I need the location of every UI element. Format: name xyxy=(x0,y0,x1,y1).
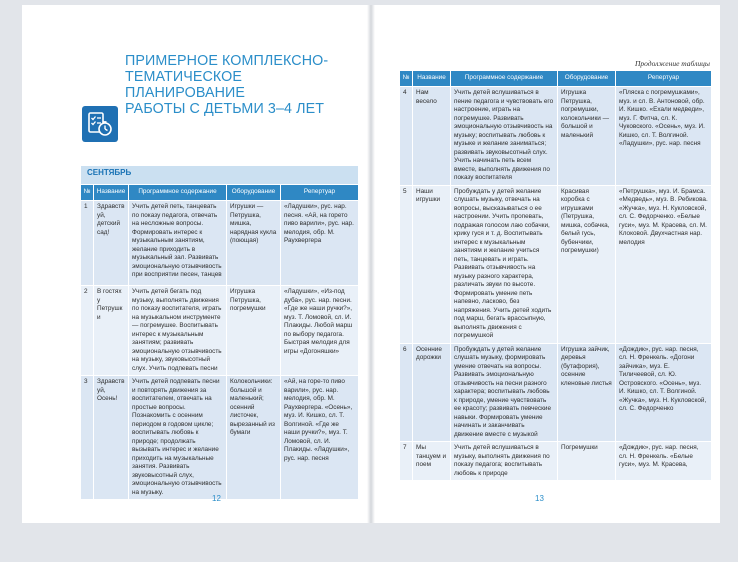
row-name: Здравствуй, детский сад! xyxy=(94,201,129,286)
header-num: № xyxy=(81,185,94,201)
header-num: № xyxy=(400,71,413,87)
page-number: 13 xyxy=(535,494,544,503)
row-name: Наши игрушки xyxy=(413,185,451,343)
header-repertoire: Репертуар xyxy=(616,71,712,87)
row-content: Учить детей петь, танцевать по показу педагога, отвечать на несложные вопросы. Формировать интерес к музыкальным занятиям, желание приходить в музыкальный зал. Развивать эмоциональную отзывчивость при восприятии песен, танцев xyxy=(129,201,227,286)
row-name: Здравствуй, Осень! xyxy=(94,376,129,500)
row-num: 1 xyxy=(81,201,94,286)
row-equipment: Колокольчики: большой и маленький; осенний листочек, вырезанный из бумаги xyxy=(227,376,281,500)
table-row xyxy=(81,201,359,286)
title-line-2: ТЕМАТИЧЕСКОЕ ПЛАНИРОВАНИЕ xyxy=(125,69,246,101)
row-repertoire: «Ладушки», рус. нар. песня. «Ай, на горето пиво варили», рус. нар. мелодия, обр. М. Раухвергера xyxy=(281,201,359,286)
row-equipment: Игрушка Петрушка, погремушки, колокольчики — большой и маленький xyxy=(558,87,616,186)
title-line-3: РАБОТЫ С ДЕТЬМИ 3–4 ЛЕТ xyxy=(125,101,325,117)
row-equipment: Красивая коробка с игрушками (Петрушка, мишка, собачка, белый гусь, бубенчики, погремушки) xyxy=(558,185,616,343)
row-name: Мы танцуем и поем xyxy=(413,442,451,481)
table-row xyxy=(400,87,712,186)
row-content: Учить детей вслушиваться в пение педагога и чувствовать его настроение, играть на погремушке. Развивать эмоциональную отзывчивость на музыку; воспитывать любовь к музыке и желание заниматься; развивать звуковысотный слух. Учить начинать петь всем вместе, выполнять движения по показу воспитателя xyxy=(451,87,558,186)
schedule-table-september xyxy=(80,165,359,500)
row-num: 3 xyxy=(81,376,94,500)
right-page xyxy=(375,5,720,523)
table-row xyxy=(400,442,712,481)
schedule-table-continued xyxy=(399,70,712,481)
row-name: В гостях у Петрушки xyxy=(94,286,129,376)
row-repertoire: «Дождик», рус. нар. песня, сл. Н. Френкель. «Догони зайчика», муз. Е. Тиличеевой, сл. Ю. Островского. «Осень», муз. И. Кишко, сл. Т. Волгиной. «Жучка», муз. Н. Кукловской, сл. С. Федорченко xyxy=(616,343,712,442)
row-equipment: Погремушки xyxy=(558,442,616,481)
month-row xyxy=(81,166,359,185)
header-equipment: Оборудование xyxy=(558,71,616,87)
header-name: Название xyxy=(94,185,129,201)
table-row xyxy=(400,185,712,343)
row-repertoire: «Ай, на горе-то пиво варили», рус. нар. мелодия, обр. М. Раухвергера. «Осень», муз. И. Кишко, сл. Т. Волгиной. «Где же наши ручки?», муз. Т. Ломовой, сл. И. Плакиды. «Ладушки», рус. нар. песня xyxy=(281,376,359,500)
row-content: Учить детей подпевать песни и повторять движения за воспитателем, отвечать на простые вопросы. Познакомить с осенним периодом в годовом цикле; воспитывать любовь к природе; продолжать вызывать интерес и желание приходить на музыкальные занятия. Развивать звуковысотный слух, эмоциональную отзывчивость на музыку. xyxy=(129,376,227,500)
left-page xyxy=(22,5,367,523)
table-row xyxy=(81,286,359,376)
row-num: 2 xyxy=(81,286,94,376)
row-equipment: Игрушка зайчик, деревья (бутафория), осенние кленовые листья xyxy=(558,343,616,442)
book-spine xyxy=(367,5,375,523)
row-name: Осенние дорожки xyxy=(413,343,451,442)
row-num: 5 xyxy=(400,185,413,343)
row-content: Пробуждать у детей желание слушать музыку, отвечать на вопросы, высказываться о ее настроении. Учить пропевать, подражая голосом лаю собачки, крику гуся и т. д. Воспитывать интерес к музыкальным занятиям и желание учиться петь, танцевать и играть. Развивать отзывчивость на музыку разного характера, различать звуки по высоте. Формировать умение петь напевно, ласково, без напряжения. Учить детей ходить под марш, бегать врассыпную, выполнять движения с погремушкой xyxy=(451,185,558,343)
table-row xyxy=(81,376,359,500)
table-header-row xyxy=(81,185,359,201)
table-header-row xyxy=(400,71,712,87)
month-label: СЕНТЯБРЬ xyxy=(81,166,359,185)
header-name: Название xyxy=(413,71,451,87)
row-num: 7 xyxy=(400,442,413,481)
row-num: 6 xyxy=(400,343,413,442)
row-content: Учить детей вслушиваться в музыку, выполнять движения по показу педагога; воспитывать любовь к природе xyxy=(451,442,558,481)
row-repertoire: «Ладушки», «Из-под дуба», рус. нар. песни. «Где же наши ручки?», муз. Т. Ломовой, сл. И. Плакиды. Любой марш по выбору педагога. Быстрая мелодия для игры «Догоняшки» xyxy=(281,286,359,376)
row-num: 4 xyxy=(400,87,413,186)
row-content: Учить детей бегать под музыку, выполнять движения по показу воспитателя, играть на музыкальном инструменте — погремушке. Воспитывать интерес к музыкальным занятиям; развивать эмоциональную отзывчивость на музыку, звуковысотный слух. Учить подпевать песни xyxy=(129,286,227,376)
checklist-stopwatch-icon xyxy=(82,106,118,142)
row-equipment: Игрушки — Петрушка, мишка, нарядная кукла (поющая) xyxy=(227,201,281,286)
row-repertoire: «Пляска с погремушками», муз. и сл. В. Антоновой, обр. И. Кишко. «Ехали медведи», муз. Г. Фитча, сл. К. Чуковского. «Осень», муз. И. Кишко, сл. Т. Волгиной. «Ладушки», рус. нар. песня xyxy=(616,87,712,186)
title-line-1: ПРИМЕРНОЕ КОМПЛЕКСНО- xyxy=(125,53,329,69)
header-content: Программное содержание xyxy=(129,185,227,201)
row-repertoire: «Петрушка», муз. И. Брамса. «Медведь», муз. В. Ребикова. «Жучка», муз. Н. Кукловской, сл. С. Федорченко. «Белые гуси», муз. М. Красева, сл. М. Клоковой. Двухчастная нар. мелодия xyxy=(616,185,712,343)
page-title xyxy=(125,53,365,117)
row-content: Пробуждать у детей желание слушать музыку, формировать умение отвечать на вопросы. Развивать эмоциональную отзывчивость на песни разного характера; воспитывать любовь к природе, умение чувствовать ее красоту; развивать певческие навыки. Формировать умение начинать и заканчивать движение вместе с музыкой xyxy=(451,343,558,442)
page-number: 12 xyxy=(212,494,221,503)
header-content: Программное содержание xyxy=(451,71,558,87)
row-equipment: Игрушка Петрушка, погремушки xyxy=(227,286,281,376)
row-name: Нам весело xyxy=(413,87,451,186)
table-row xyxy=(400,343,712,442)
header-repertoire: Репертуар xyxy=(281,185,359,201)
row-repertoire: «Дождик», рус. нар. песня, сл. Н. Френкель. «Белые гуси», муз. М. Красева, xyxy=(616,442,712,481)
header-equipment: Оборудование xyxy=(227,185,281,201)
continuation-note: Продолжение таблицы xyxy=(634,59,710,68)
